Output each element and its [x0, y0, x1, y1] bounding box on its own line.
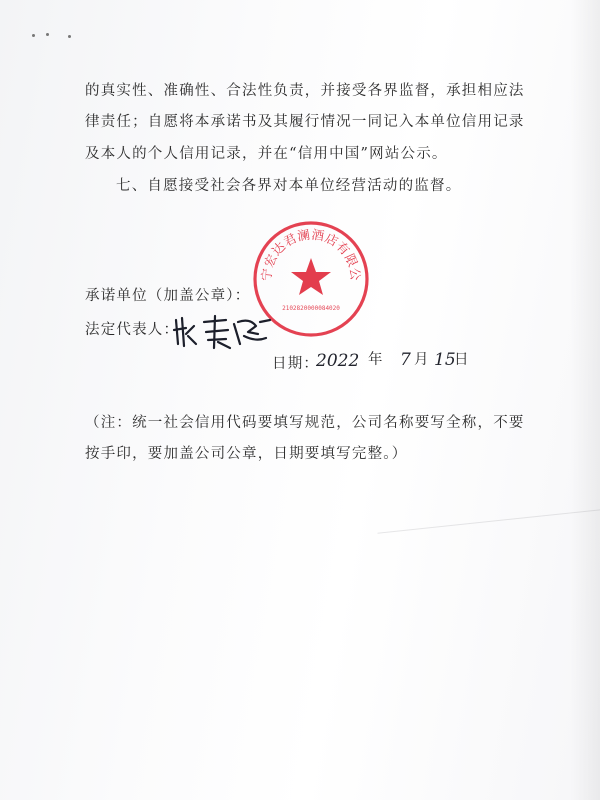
handwritten-signature — [170, 312, 275, 352]
clause-seven: 七、自愿接受社会各界对本单位经营活动的监督。 — [116, 178, 462, 194]
note-line-1: （注：统一社会信用代码要填写规范，公司名称要写全称，不要 — [85, 415, 525, 431]
paper-specks — [30, 30, 80, 40]
paper-fold-crease — [377, 508, 600, 594]
note-line-2: 按手印，要加盖公司公章，日期要填写完整。） — [85, 446, 408, 462]
seal-code: 2102820000084020 — [282, 305, 340, 312]
date-year: 2022 — [316, 351, 360, 371]
date-day: 15 — [434, 350, 456, 370]
date-day-unit: 日 — [454, 352, 469, 368]
paragraph-line-3: 及本人的个人信用记录，并在“信用中国”网站公示。 — [85, 146, 448, 162]
unit-label: 承诺单位（加盖公章）： — [85, 288, 251, 304]
date-year-unit: 年 — [368, 352, 383, 368]
legal-rep-label: 法定代表人： — [85, 322, 180, 338]
seal-company-name: 宁宏达君澜酒店有限公 — [258, 226, 364, 282]
seal-star-icon — [291, 258, 331, 295]
date-label: 日期： — [272, 356, 320, 372]
date-month: 7 — [400, 350, 411, 370]
paragraph-line-2: 律责任；自愿将本承诺书及其履行情况一同记入本单位信用记录 — [85, 114, 525, 130]
paragraph-line-1: 的真实性、准确性、合法性负责，并接受各界监督，承担相应法 — [85, 83, 525, 99]
handwritten-date — [312, 345, 472, 375]
page-shadow — [570, 0, 600, 800]
date-month-unit: 月 — [414, 352, 429, 368]
